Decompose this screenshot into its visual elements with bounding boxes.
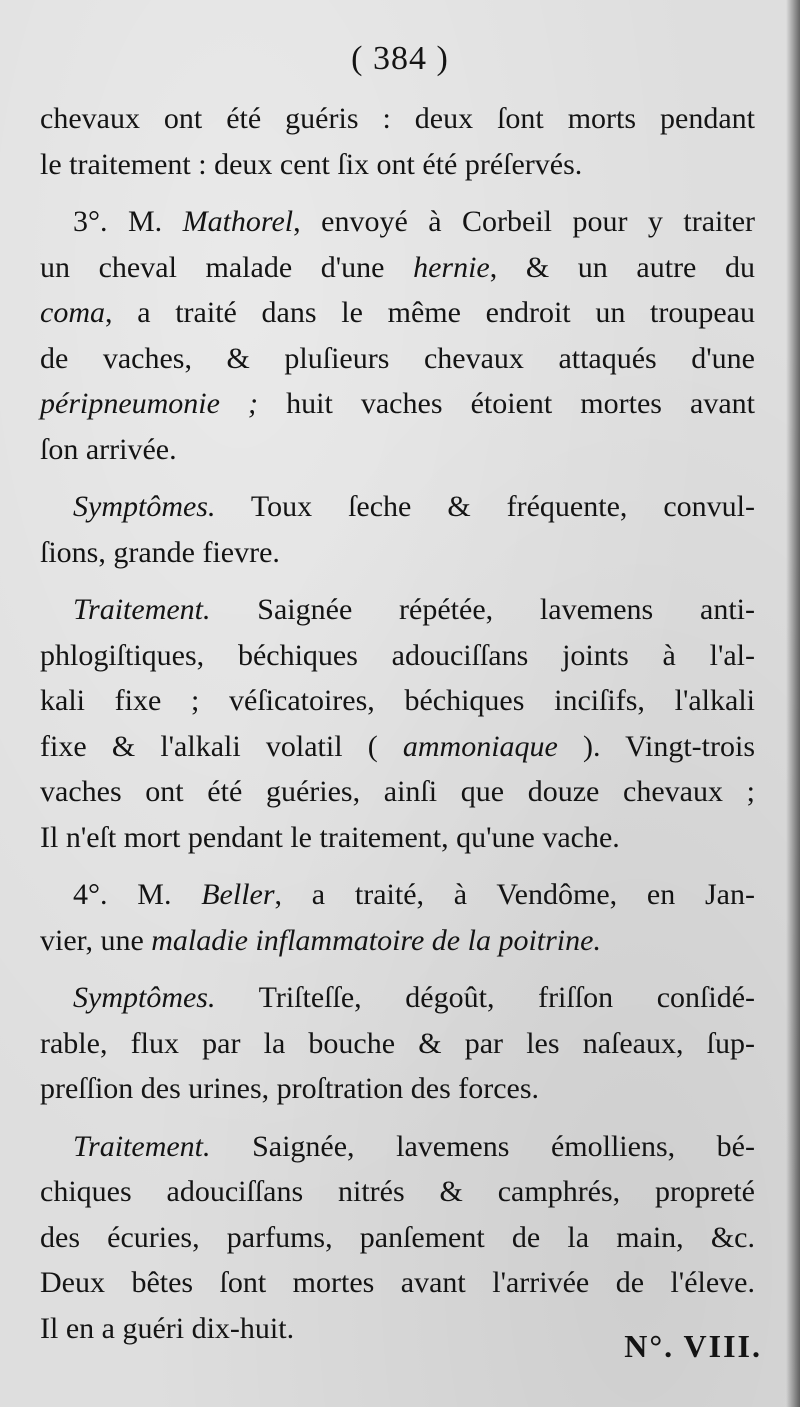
text-run: le traitement : deux cent ſix ont été préſervés. xyxy=(40,147,583,181)
text-line xyxy=(40,769,755,815)
text-line xyxy=(40,1124,755,1170)
text-run: kali fixe ; véſicatoires, béchiques inciſifs, l'alkali xyxy=(40,684,755,717)
text-run: ſions, grande fievre. xyxy=(40,535,280,569)
text-line xyxy=(40,484,755,530)
italic-text: péripneumonie ; xyxy=(40,387,259,420)
paragraph xyxy=(40,587,755,860)
text-line xyxy=(40,1021,755,1067)
text-line xyxy=(40,587,755,633)
text-run: 3°. M. xyxy=(73,205,183,238)
text-run: des écuries, parfums, panſement de la main, &c. xyxy=(40,1220,755,1254)
text-run: un cheval malade d'une xyxy=(40,250,414,284)
text-run: de vaches, & pluſieurs chevaux attaqués d'une xyxy=(40,341,755,375)
text-run: Saignée répétée, lavemens anti- xyxy=(210,593,755,626)
text-run: vier, une xyxy=(40,923,152,957)
text-line xyxy=(40,633,755,679)
text-run: , envoyé à Corbeil pour y traiter xyxy=(293,205,755,238)
text-run: huit vaches étoient mortes avant xyxy=(258,387,755,420)
paragraph-gap xyxy=(40,1112,755,1124)
text-line xyxy=(40,96,755,142)
catchword: N°. VIII. xyxy=(624,1328,762,1364)
text-run: chevaux ont été guéris : deux ſont morts pendant xyxy=(40,102,755,135)
page-body-text xyxy=(40,96,755,1351)
paragraph-gap xyxy=(40,187,755,199)
text-line xyxy=(40,678,755,724)
italic-text: Symptômes. xyxy=(73,490,216,523)
paragraph xyxy=(40,96,755,187)
paragraph-gap xyxy=(40,860,755,872)
paragraph-gap xyxy=(40,472,755,484)
italic-text: hernie xyxy=(413,250,490,284)
text-line xyxy=(40,336,755,382)
text-line xyxy=(40,724,755,770)
text-run: , & un autre du xyxy=(489,250,755,284)
text-line xyxy=(40,427,755,473)
italic-text: Traitement. xyxy=(73,1129,211,1163)
text-run: , a traité dans le même endroit un troupeau xyxy=(104,296,755,329)
text-line xyxy=(40,1169,755,1215)
text-run: fixe & l'alkali volatil ( xyxy=(40,729,403,763)
text-line xyxy=(40,142,755,188)
text-run: Triſteſſe, dégoût, friſſon conſidé- xyxy=(215,981,755,1014)
italic-text: Mathorel xyxy=(182,205,294,238)
text-line xyxy=(40,1260,755,1306)
text-run: vaches ont été guéries, ainſi que douze chevaux ; xyxy=(40,775,755,808)
paragraph xyxy=(40,975,755,1112)
text-run: Toux ſeche & fréquente, convul- xyxy=(215,490,755,523)
text-run: preſſion des urines, proſtration des forces. xyxy=(40,1072,540,1105)
text-line xyxy=(40,530,755,576)
text-run: Il en a guéri dix-huit. xyxy=(40,1311,295,1345)
text-run: ). Vingt-trois xyxy=(557,729,755,763)
text-line xyxy=(40,1215,755,1261)
page-edge-shadow xyxy=(786,0,800,1407)
text-run: Saignée, lavemens émolliens, bé- xyxy=(210,1129,755,1163)
paragraph-gap xyxy=(40,575,755,587)
text-line xyxy=(40,245,755,291)
italic-text: Traitement. xyxy=(73,593,211,626)
italic-text: ammoniaque xyxy=(402,729,558,763)
text-run: rable, flux par la bouche & par les naſeaux, ſup- xyxy=(40,1026,755,1060)
italic-text: Beller xyxy=(201,878,275,911)
italic-text: maladie inflammatoire de la poitrine. xyxy=(151,923,601,957)
text-line xyxy=(40,381,755,427)
text-line xyxy=(40,872,755,918)
text-run: Il n'eſt mort pendant le traitement, qu'une vache. xyxy=(40,820,620,854)
text-line xyxy=(40,290,755,336)
text-run: Deux bêtes ſont mortes avant l'arrivée de l'éleve. xyxy=(40,1266,755,1299)
text-run: phlogiſtiques, béchiques adouciſſans joints à l'al- xyxy=(40,638,755,672)
text-run: ſon arrivée. xyxy=(40,432,177,466)
paragraph xyxy=(40,1124,755,1352)
paragraph xyxy=(40,872,755,963)
page-number: ( 384 ) xyxy=(351,40,449,77)
text-run: , a traité, à Vendôme, en Jan- xyxy=(274,878,755,911)
text-run: 4°. M. xyxy=(73,878,202,911)
paragraph xyxy=(40,199,755,472)
text-line xyxy=(40,918,755,964)
italic-text: Symptômes. xyxy=(73,981,216,1014)
text-line xyxy=(40,199,755,245)
text-line xyxy=(40,975,755,1021)
text-line xyxy=(40,1066,755,1112)
paragraph-gap xyxy=(40,963,755,975)
text-line xyxy=(40,815,755,861)
paragraph xyxy=(40,484,755,575)
italic-text: coma xyxy=(40,296,105,329)
text-run: chiques adouciſſans nitrés & camphrés, propreté xyxy=(40,1175,755,1208)
